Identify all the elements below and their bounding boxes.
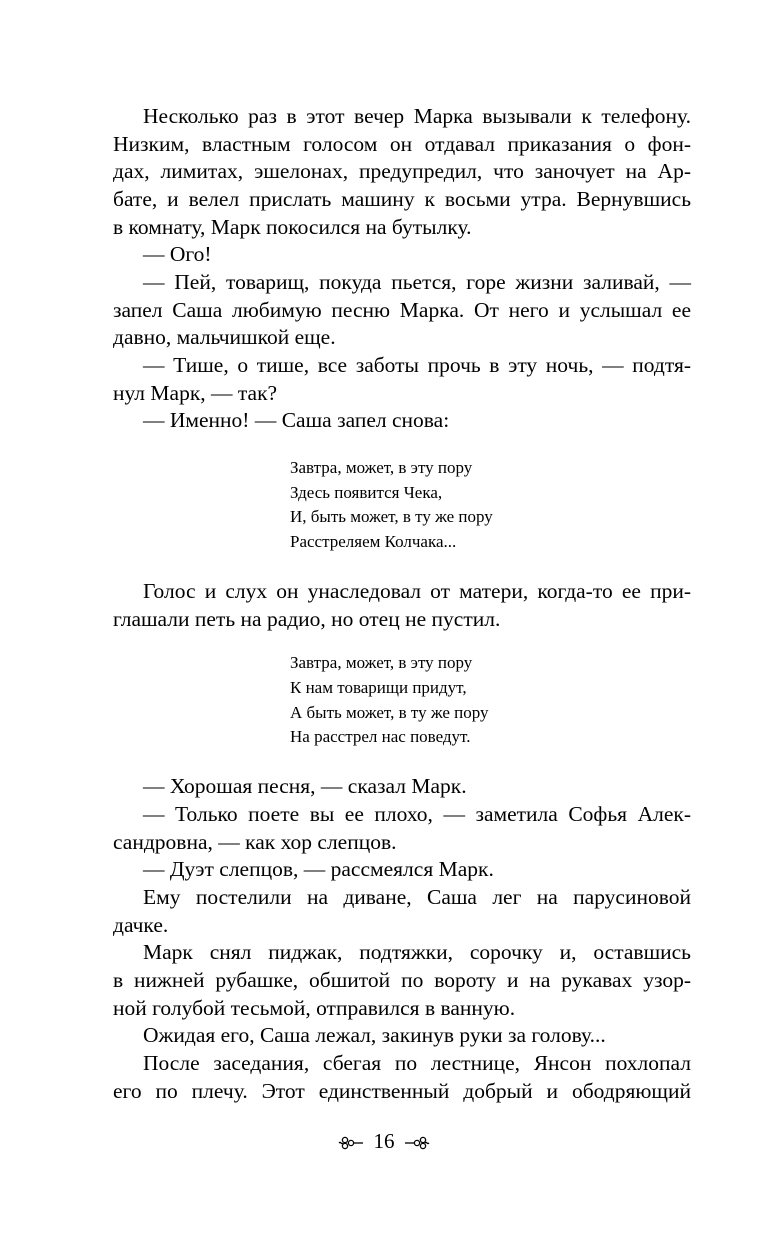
text-line: Несколько раз в этот вечер Марка вызывали к телефону.: [143, 104, 691, 128]
text-line: в комнату, Марк покосился на бутылку.: [113, 215, 472, 239]
text-line: его по плечу. Этот единственный добрый и ободряющий: [113, 1079, 691, 1103]
text-line: — Хорошая песня, — сказал Марк.: [143, 774, 467, 798]
text-line: — Тише, о тише, все заботы прочь в эту ночь, — подтя-: [143, 353, 691, 377]
verse-line: К нам товарищи придут,: [290, 678, 467, 697]
text-line: бате, и велел прислать машину к восьми утра. Вернувшись: [113, 187, 691, 211]
text-line: Голос и слух он унаследовал от матери, когда-то ее при-: [143, 579, 691, 603]
text-line: Ему постелили на диване, Саша лег на парусиновой: [143, 885, 691, 909]
text-line: запел Саша любимую песню Марка. От него и услышал ее: [113, 298, 691, 322]
text-line: глашали петь на радио, но отец не пустил.: [113, 607, 501, 631]
text-line: дах, лимитах, эшелонах, предупредил, что заночует на Ар-: [113, 159, 691, 183]
verse-line: Расстреляем Колчака...: [290, 532, 457, 551]
page-footer: [0, 1127, 768, 1155]
verse-line: И, быть может, в ту же пору: [290, 507, 493, 526]
text-line: давно, мальчишкой еще.: [113, 325, 336, 349]
text-line: После заседания, сбегая по лестнице, Янсон похлопал: [143, 1051, 691, 1075]
verse-line: Завтра, может, в эту пору: [290, 458, 473, 477]
page-number: 16: [373, 1129, 395, 1153]
text-line: — Именно! — Саша запел снова:: [143, 408, 450, 432]
text-line: нул Марк, — так?: [113, 381, 278, 405]
verse-line: Здесь появится Чека,: [290, 483, 443, 502]
left-ornament-icon: [338, 1136, 364, 1150]
text-line: — Ого!: [143, 242, 212, 266]
verse-line: А быть может, в ту же пору: [290, 703, 489, 722]
verse-line: Завтра, может, в эту пору: [290, 653, 473, 672]
text-line: Низким, властным голосом он отдавал приказания о фон-: [113, 132, 691, 156]
text-line: — Только поете вы ее плохо, — заметила Софья Алек-: [143, 802, 691, 826]
text-line: Ожидая его, Саша лежал, закинув руки за голову...: [143, 1023, 606, 1047]
text-line: дачке.: [113, 913, 169, 937]
text-line: сандровна, — как хор слепцов.: [113, 830, 397, 854]
text-line: ной голубой тесьмой, отправился в ванную.: [113, 996, 516, 1020]
text-line: Марк снял пиджак, подтяжки, сорочку и, оставшись: [143, 940, 691, 964]
verse-line: На расстрел нас поведут.: [290, 727, 471, 746]
text-line: — Пей, товарищ, покуда пьется, горе жизни заливай, —: [143, 270, 691, 294]
right-ornament-icon: [404, 1136, 430, 1150]
text-line: в нижней рубашке, обшитой по вороту и на рукавах узор-: [113, 968, 691, 992]
text-line: — Дуэт слепцов, — рассмеялся Марк.: [143, 857, 494, 881]
